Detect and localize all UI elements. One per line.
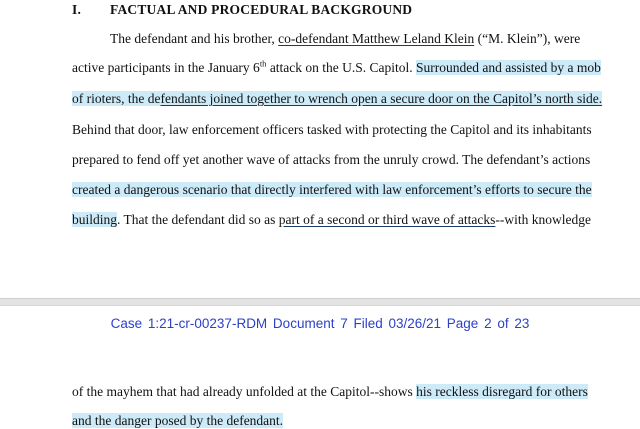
section-number: I. (72, 2, 82, 17)
text-run: The defendant and his brother, (110, 31, 279, 46)
paragraph-line-1 (72, 30, 581, 47)
highlighted-text: Surrounded and assisted by a mob (416, 60, 601, 75)
text-run: --with knowledge (495, 212, 592, 227)
paragraph-line-7 (72, 211, 592, 228)
text-run: attack on the U.S. Capitol. (266, 60, 417, 75)
text-run: (“M. Klein”), were (474, 31, 581, 46)
paragraph-line-3 (72, 90, 603, 107)
paragraph-line-4: Behind that door, law enforcement officers tasked with protecting the Capitol and its inhabitants (72, 122, 592, 137)
text-run: of the mayhem that had already unfolded at the Capitol--shows (72, 384, 417, 399)
paragraph-line-6 (72, 181, 592, 198)
highlighted-text: building (72, 212, 118, 227)
section-title: FACTUAL AND PROCEDURAL BACKGROUND (110, 2, 413, 17)
page2-line-2 (72, 412, 569, 429)
section-heading (72, 2, 412, 18)
underlined-text: part of a second or third wave of attacks (278, 212, 496, 227)
text-run: active participants in the January 6 (72, 60, 260, 75)
text-run: . That the defendant did so as (117, 212, 279, 227)
case-header: Case 1:21-cr-00237-RDM Document 7 Filed 03/26/21 Page 2 of 23 (110, 316, 530, 331)
highlighted-text: and the danger posed by the defendant. (72, 413, 284, 428)
highlighted-text: created a dangerous scenario that directly interfered with law enforcement’s efforts to secure the (72, 182, 592, 197)
superscript: th (259, 58, 267, 69)
highlighted-text: his reckless disregard for others (416, 384, 588, 399)
underlined-text: co-defendant Matthew Leland Klein (278, 31, 475, 46)
paragraph-line-2 (72, 58, 601, 76)
highlighted-underlined-text: fendants joined together to wrench open a secure door on the Capitol’s north side. (160, 91, 603, 106)
paragraph-line-5: prepared to fend off yet another wave of attacks from the unruly crowd. The defendant’s actions (72, 152, 591, 167)
page-break (0, 298, 640, 306)
page2-line-1 (72, 383, 588, 400)
highlighted-text: of rioters, the de (72, 91, 161, 106)
